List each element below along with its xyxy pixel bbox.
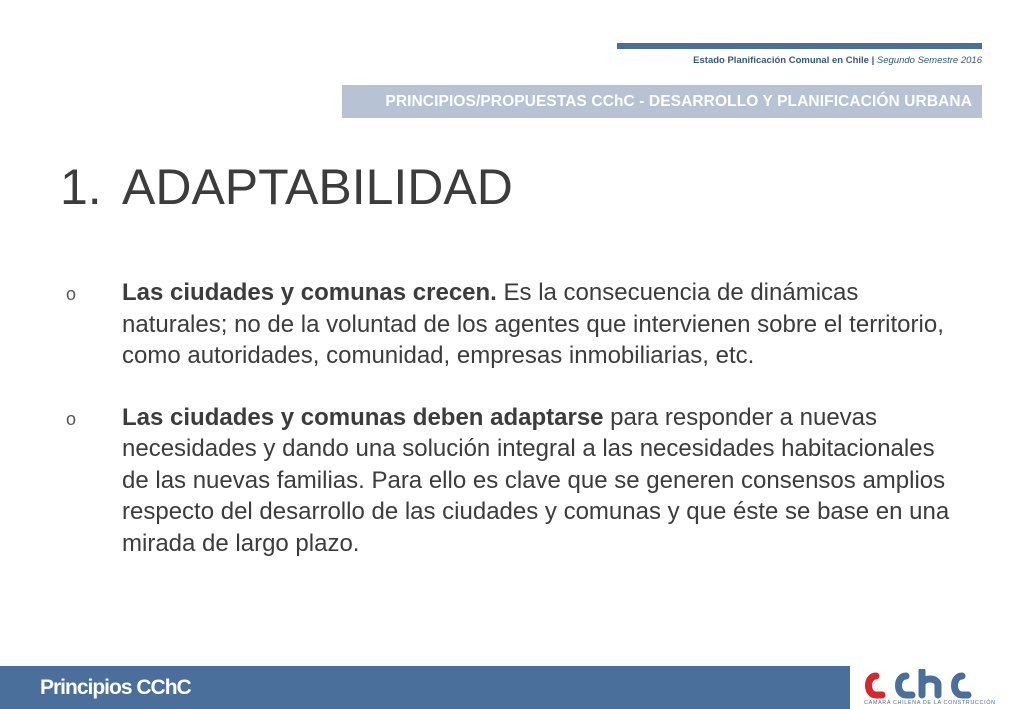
bullet-body-text: Es la consecuencia de dinámicas naturales; no de la voluntad de los agentes que intervienen sobre el territorio, como autoridades, comunidad, empresas inmobiliarias, etc. <box>122 279 944 369</box>
header-subtitle <box>693 55 982 66</box>
slide-title-text: ADAPTABILIDAD <box>122 159 513 215</box>
bullet-item <box>66 277 966 372</box>
slide-title <box>60 159 513 215</box>
cchc-logo <box>850 666 1024 709</box>
bullet-marker-icon: o <box>66 408 77 429</box>
bullet-bold-lead: Las ciudades y comunas crecen. <box>122 279 497 306</box>
section-banner-text: PRINCIPIOS/PROPUESTAS CChC - DESARROLLO Y PLANIFICACIÓN URBANA <box>385 92 972 110</box>
slide-title-number: 1. <box>60 159 102 215</box>
bullet-body-text: para responder a nuevas necesidades y dando una solución integral a las necesidades habitacionales de las nuevas familias. Para ello es clave que se generen consensos amplios respecto del desarrollo de las ciudades y comunas y que éste se base en una mirada de largo plazo. <box>122 403 950 557</box>
section-banner <box>342 85 982 118</box>
cchc-logo-icon <box>862 669 1012 699</box>
header-subtitle-title: Estado Planificación Comunal en Chile | <box>693 55 875 66</box>
footer-label: Principios CChC <box>40 676 191 699</box>
bullet-list <box>66 277 966 589</box>
bullet-bold-lead: Las ciudades y comunas deben adaptarse <box>122 403 604 431</box>
header-subtitle-period: Segundo Semestre 2016 <box>874 55 982 66</box>
bullet-item <box>66 402 966 560</box>
cchc-logo-caption: CÁMARA CHILENA DE LA CONSTRUCCIÓN <box>864 700 996 706</box>
bullet-marker-icon: o <box>66 284 77 304</box>
header-accent-bar <box>617 43 982 49</box>
footer-bar <box>0 666 1024 709</box>
